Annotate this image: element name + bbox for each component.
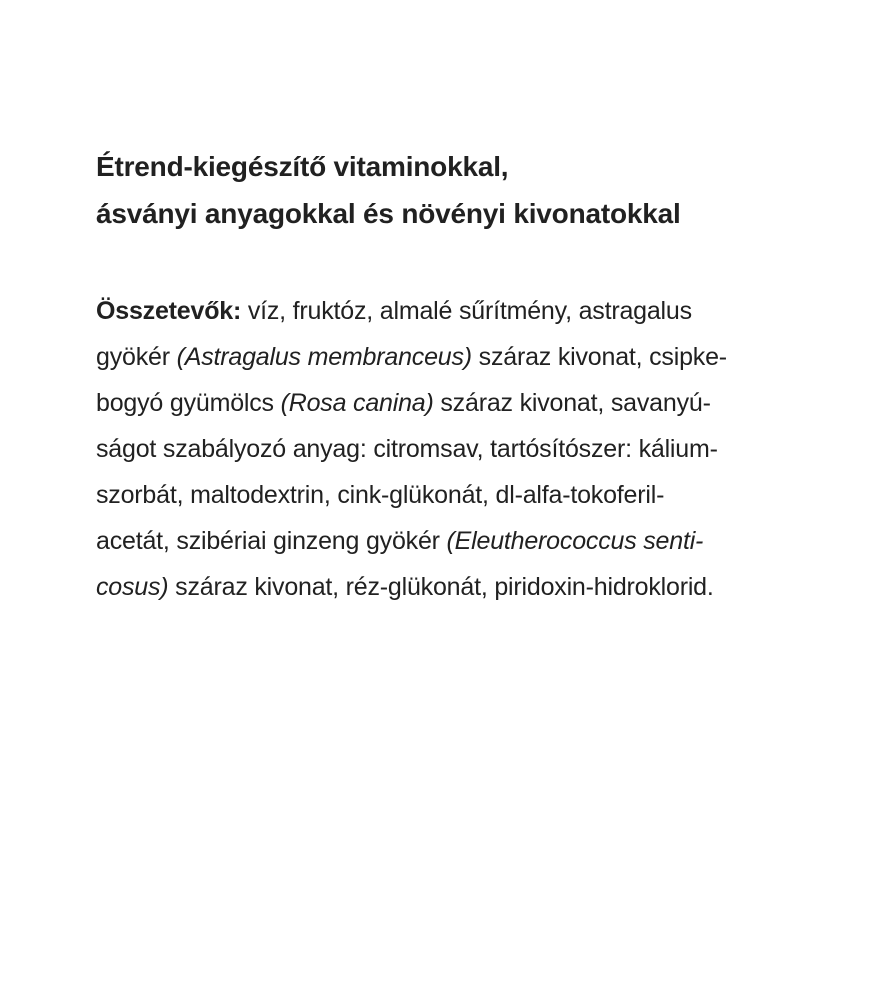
- botanical-name-italic: (Astragalus membranceus): [176, 343, 472, 371]
- ingredients-text: gyökér: [96, 343, 177, 371]
- ingredients-text: ságot szabályozó anyag: citromsav, tartósítószer: kálium-: [96, 435, 718, 463]
- heading-line-2: ásványi anyagokkal és növényi kivonatokkal: [96, 198, 681, 229]
- ingredients-paragraph: [96, 288, 727, 610]
- ingredients-line: [96, 334, 727, 380]
- ingredients-text: víz, fruktóz, almalé sűrítmény, astragalus: [241, 297, 692, 325]
- ingredients-label: Összetevők:: [96, 297, 242, 325]
- ingredients-text: bogyó gyümölcs: [96, 389, 281, 417]
- botanical-name-italic: (Eleutherococcus senti-: [446, 527, 704, 555]
- ingredients-text: száraz kivonat, savanyú-: [433, 389, 711, 417]
- ingredients-line: [96, 426, 727, 472]
- ingredients-text: száraz kivonat, csipke-: [471, 343, 727, 371]
- botanical-name-italic: (Rosa canina): [280, 389, 434, 417]
- ingredients-text: acetát, szibériai ginzeng gyökér: [96, 527, 447, 555]
- ingredients-line: [96, 472, 727, 518]
- ingredients-text: szorbát, maltodextrin, cink-glükonát, dl-alfa-tokoferil-: [96, 481, 665, 509]
- ingredients-line: [96, 380, 727, 426]
- ingredients-line: [96, 288, 727, 334]
- botanical-name-italic: cosus): [96, 573, 169, 601]
- ingredients-text: száraz kivonat, réz-glükonát, piridoxin-hidroklorid.: [168, 573, 714, 601]
- product-heading: [96, 143, 681, 237]
- heading-line-1: Étrend-kiegészítő vitaminokkal,: [96, 151, 509, 182]
- ingredients-line: [96, 518, 727, 564]
- ingredients-line: [96, 564, 727, 610]
